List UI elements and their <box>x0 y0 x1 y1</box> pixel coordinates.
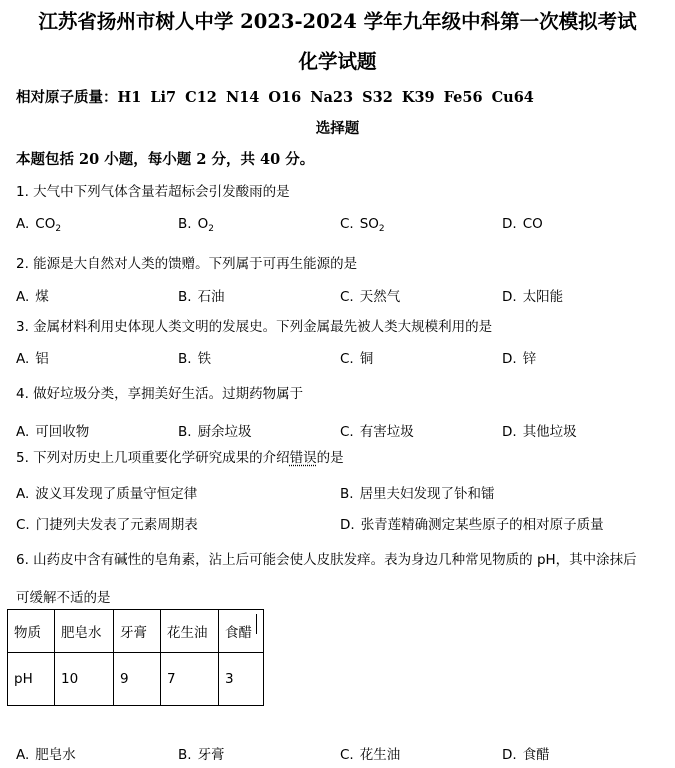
section-instructions: 本题包括 20 小题，每小题 2 分，共 40 分。 <box>16 151 315 168</box>
question-5-text: 5. 下列对历史上几项重要化学研究成果的介绍错误的是 <box>16 450 344 466</box>
question-5-option-b[interactable]: B. 居里夫妇发现了钋和镭 <box>340 486 495 502</box>
question-5-option-d[interactable]: D. 张青莲精确测定某些原子的相对原子质量 <box>340 517 604 533</box>
question-1-option-d[interactable]: D. CO <box>502 216 543 232</box>
question-1-text: 1. 大气中下列气体含量若超标会引发酸雨的是 <box>16 184 290 200</box>
table-cell: 肥皂水 <box>55 610 114 653</box>
question-6-option-d[interactable]: D. 食醋 <box>502 747 550 763</box>
exam-subject: 化学试题 <box>298 50 377 73</box>
table-cell: 7 <box>161 653 219 706</box>
atomic-mass-line: 相对原子质量：H1 Li7 C12 N14 O16 Na23 S32 K39 Fe56 Cu64 <box>16 89 534 106</box>
question-4-option-b[interactable]: B. 厨余垃圾 <box>178 424 252 440</box>
table-cell: 3 <box>219 653 264 706</box>
question-2-text: 2. 能源是大自然对人类的馈赠。下列属于可再生能源的是 <box>16 256 358 272</box>
question-2-option-d[interactable]: D. 太阳能 <box>502 289 564 305</box>
question-4-option-c[interactable]: C. 有害垃圾 <box>340 424 414 440</box>
table-row <box>8 653 264 706</box>
question-2-option-c[interactable]: C. 天然气 <box>340 289 401 305</box>
question-3-option-b[interactable]: B. 铁 <box>178 351 212 367</box>
table-cell: 牙膏 <box>114 610 161 653</box>
table-cell: 食醋 <box>219 610 264 653</box>
question-3-text: 3. 金属材料利用史体现人类文明的发展史。下列金属最先被人类大规模利用的是 <box>16 319 493 335</box>
text-cursor <box>256 614 257 634</box>
table-cell: 10 <box>55 653 114 706</box>
question-2-option-a[interactable]: A. 煤 <box>16 289 49 305</box>
table-cell: pH <box>8 653 55 706</box>
emphasis-wrong: 错误 <box>289 450 317 466</box>
question-1-option-b[interactable]: B. $O_2$ <box>178 216 214 234</box>
question-1-option-c[interactable]: C. $SO_2$ <box>340 216 385 234</box>
question-6-option-b[interactable]: B. 牙膏 <box>178 747 225 763</box>
table-row <box>8 610 264 653</box>
question-6-text: 6. 山药皮中含有碱性的皂角素，沾上后可能会使人皮肤发痒。表为身边几种常见物质的 pH，其中涂抹后 <box>16 552 637 568</box>
question-4-option-a[interactable]: A. 可回收物 <box>16 424 90 440</box>
ph-table <box>7 609 264 706</box>
question-4-text: 4. 做好垃圾分类，享拥美好生活。过期药物属于 <box>16 386 304 402</box>
question-4-option-d[interactable]: D. 其他垃圾 <box>502 424 577 440</box>
question-3-option-c[interactable]: C. 铜 <box>340 351 374 367</box>
question-2-option-b[interactable]: B. 石油 <box>178 289 225 305</box>
question-3-option-a[interactable]: A. 铝 <box>16 351 49 367</box>
table-cell: 9 <box>114 653 161 706</box>
question-5-option-a[interactable]: A. 波义耳发现了质量守恒定律 <box>16 486 198 502</box>
question-6-text-line-2: 可缓解不适的是 <box>16 590 111 606</box>
question-3-option-d[interactable]: D. 锌 <box>502 351 537 367</box>
table-cell: 花生油 <box>161 610 219 653</box>
question-5-option-c[interactable]: C. 门捷列夫发表了元素周期表 <box>16 517 198 533</box>
question-6-option-c[interactable]: C. 花生油 <box>340 747 401 763</box>
table-cell: 物质 <box>8 610 55 653</box>
question-1-option-a[interactable]: A. $CO_2$ <box>16 216 62 234</box>
question-6-option-a[interactable]: A. 肥皂水 <box>16 747 76 763</box>
section-title: 选择题 <box>315 120 360 137</box>
exam-title: 江苏省扬州市树人中学 2023-2024 学年九年级中科第一次模拟考试 <box>38 10 637 33</box>
